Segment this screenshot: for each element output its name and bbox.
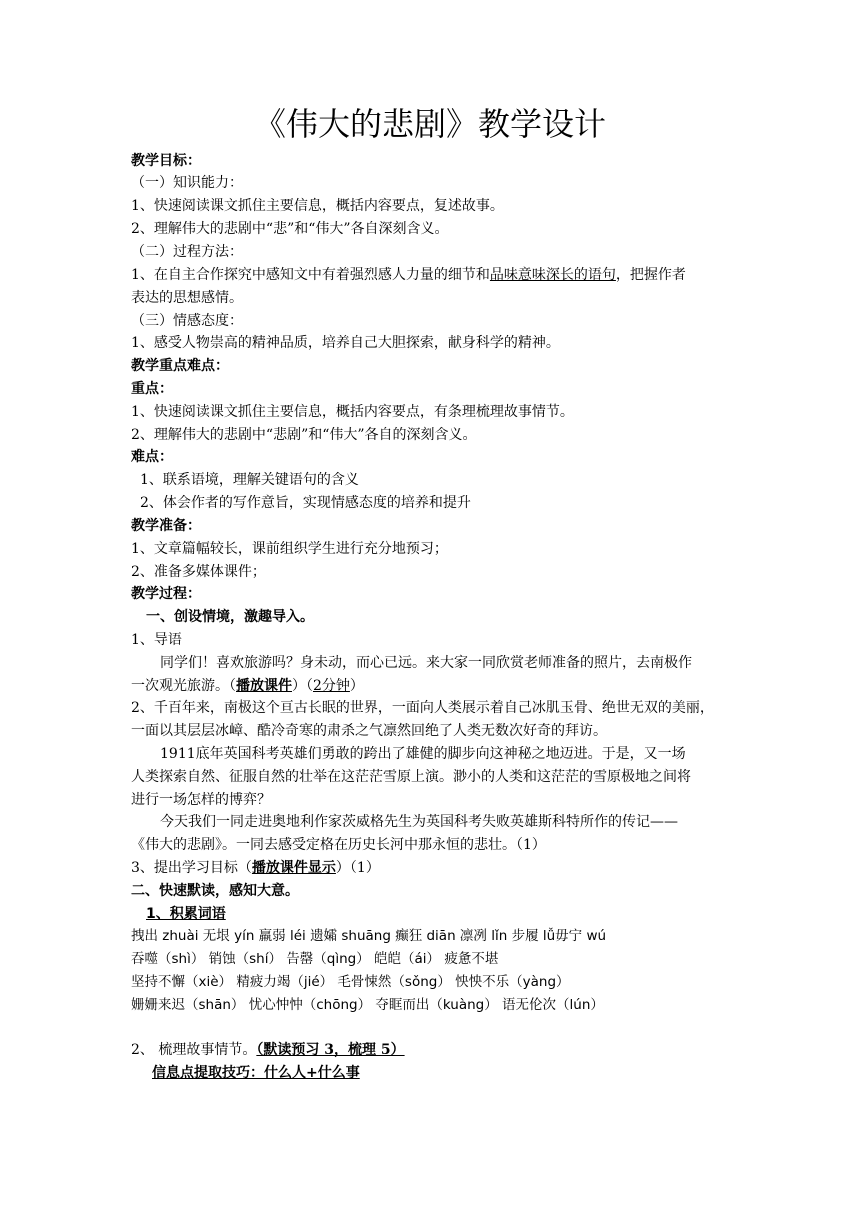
step-heading-2: 二、快速默读，感知大意。: [131, 883, 299, 899]
section-heading-key-points: 教学重点难点：: [131, 358, 229, 374]
text-span: ）（1）: [335, 860, 380, 876]
text-line: 进行一场怎样的博弈？: [131, 792, 271, 808]
text-line: [131, 264, 686, 286]
vocab-line: 拽出 zhuài 无垠 yín 羸弱 léi 遗孀 shuāng 癫狂 diān 凛冽 lǐn 步履 lǚ毋宁 wú: [131, 928, 607, 944]
paragraph-line: 今天我们一同走进奥地利作家茨威格先生为英国科考失败英雄斯科特所作的传记——: [160, 814, 678, 830]
text-line: 1、文章篇幅较长，课前组织学生进行充分地预习；: [131, 541, 448, 557]
text-span: 2、 梳理故事情节。: [131, 1042, 257, 1058]
text-line: 表达的思想感情。: [131, 290, 243, 306]
text-line: 2、千百年来，南极这个亘古长眠的世界，一面向人类展示着自己冰肌玉骨、绝世无双的美丽，: [131, 700, 714, 716]
subheading-knowledge: （一）知识能力：: [131, 175, 243, 191]
text-line: 1、导语: [131, 632, 182, 648]
tip-line: 信息点提取技巧：什么人+什么事: [152, 1065, 360, 1081]
text-line: 一面以其层层冰嶂、酷冷奇寒的肃杀之气凛然回绝了人类无数次好奇的拜访。: [131, 723, 607, 739]
subheading-vocabulary: 1、积累词语: [146, 906, 226, 922]
text-line: 1、快速阅读课文抓住主要信息，概括内容要点，复述故事。: [131, 198, 504, 214]
text-line: 2、准备多媒体课件；: [131, 564, 266, 580]
subheading-difficulty: 难点：: [131, 449, 173, 465]
text-span: 1、在自主合作探究中感知文中有着强烈感人力量的细节和: [131, 267, 490, 283]
step-heading-1: 一、创设情境，激趣导入。: [146, 609, 314, 625]
text-line: [131, 857, 380, 879]
text-span: 一次观光旅游。（: [131, 678, 236, 694]
underlined-phrase: 播放课件: [236, 678, 292, 694]
text-line: 《伟大的悲剧》。一同去感受定格在历史长河中那永恒的悲壮。（1）: [131, 837, 546, 853]
underlined-phrase: 播放课件显示: [251, 860, 336, 876]
section-heading-process: 教学过程：: [131, 586, 201, 602]
underlined-phrase: （默读预习 3，梳理 5）: [256, 1042, 405, 1058]
text-line: 人类探索自然、征服自然的壮举在这茫茫雪原上演。渺小的人类和这茫茫的雪原极地之间将: [131, 769, 691, 785]
section-heading-objectives: 教学目标：: [131, 153, 201, 169]
section-heading-preparation: 教学准备：: [131, 518, 201, 534]
text-line: [131, 1039, 405, 1061]
underlined-phrase: 品味意味深长的语句: [489, 267, 616, 283]
text-line: 1、感受人物崇高的精神品质，培养自己大胆探索，献身科学的精神。: [131, 335, 560, 351]
subheading-attitude: （三）情感态度：: [131, 313, 243, 329]
text-line: [131, 675, 364, 697]
text-span: ）: [349, 678, 364, 694]
page-title: 《伟大的悲剧》教学设计: [253, 105, 606, 143]
text-line: 2、理解伟大的悲剧中“悲剧”和“伟大”各自的深刻含义。: [131, 427, 477, 443]
subheading-focus: 重点：: [131, 381, 173, 397]
underlined-phrase: 2分钟: [313, 678, 350, 694]
text-line: 1、联系语境，理解关键语句的含义: [140, 472, 359, 488]
text-line: 2、理解伟大的悲剧中“悲”和“伟大”各自深刻含义。: [131, 221, 449, 237]
text-span: 3、提出学习目标（: [131, 860, 252, 876]
vocab-line: 吞噬（shì） 销蚀（shí） 告罄（qìng） 皑皑（ái） 疲惫不堪: [131, 951, 499, 967]
vocab-line: 姗姗来迟（shān） 忧心忡忡（chōng） 夺眶而出（kuàng） 语无伦次（lún）: [131, 997, 604, 1013]
paragraph-line: 同学们！喜欢旅游吗？身未动，而心已远。来大家一同欣赏老师准备的照片，去南极作: [160, 655, 692, 671]
subheading-process: （二）过程方法：: [131, 244, 243, 260]
text-line: 2、体会作者的写作意旨，实现情感态度的培养和提升: [140, 495, 471, 511]
paragraph-line: 1911底年英国科考英雄们勇敢的跨出了雄健的脚步向这神秘之地迈进。于是，又一场: [160, 746, 686, 762]
text-span: ）（: [292, 678, 313, 694]
text-line: 1、快速阅读课文抓住主要信息，概括内容要点，有条理梳理故事情节。: [131, 404, 574, 420]
vocab-line: 坚持不懈（xiè） 精疲力竭（jié） 毛骨悚然（sǒng） 怏怏不乐（yàng）: [131, 974, 570, 990]
text-span: ，把握作者: [615, 267, 686, 283]
